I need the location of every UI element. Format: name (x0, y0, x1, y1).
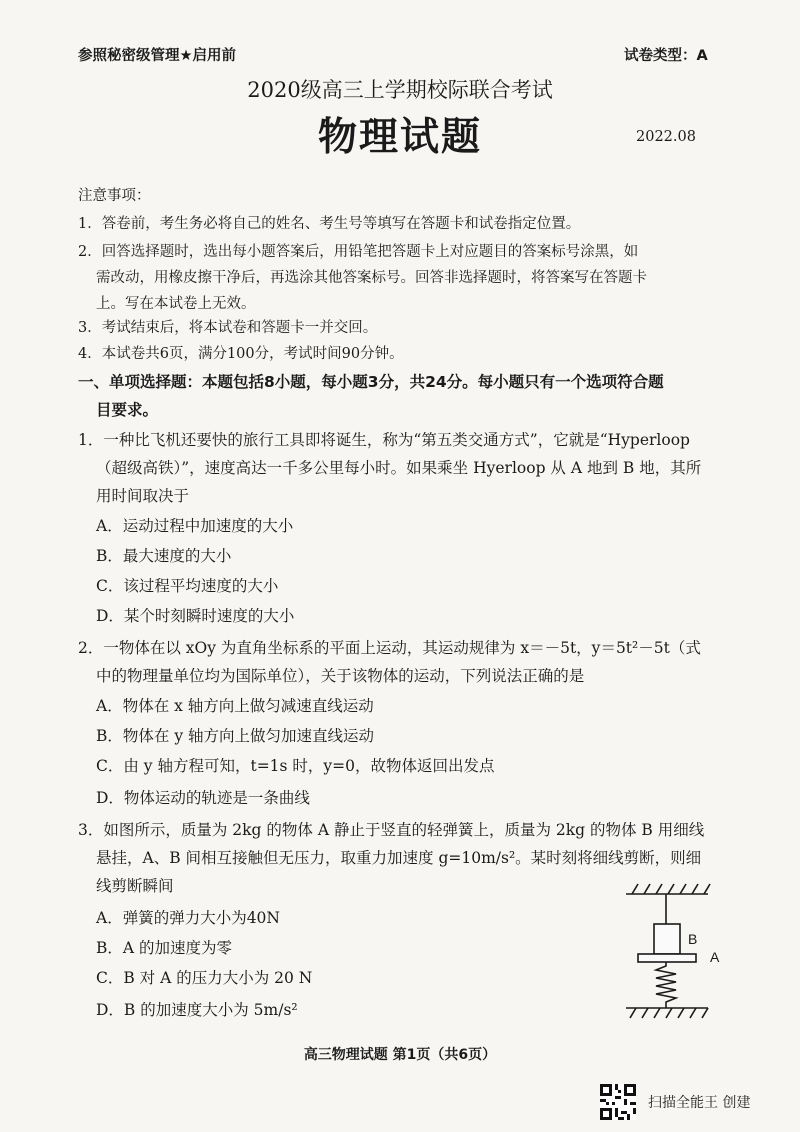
q1-option-d: D．某个时刻瞬时速度的大小 (96, 607, 295, 625)
section-heading-cont: 目要求。 (96, 401, 159, 419)
plate-a (638, 954, 696, 962)
notes-line: 上。写在本试卷上无效。 (96, 296, 256, 312)
ceiling-support (626, 884, 710, 894)
notes-line: 需改动，用橡皮擦干净后，再选涂其他答案标号。回答非选择题时，将答案写在答题卡 (96, 270, 647, 286)
confidentiality-note: 参照秘密级管理★启用前 (78, 48, 236, 64)
question-3-text: 线剪断瞬间 (96, 877, 174, 895)
q2-option-a: A．物体在 x 轴方向上做匀减速直线运动 (96, 697, 374, 715)
block-b (654, 924, 680, 954)
q3-option-b: B．A 的加速度为零 (96, 939, 233, 957)
paper-type: 试卷类型：A (624, 48, 708, 64)
question-1-text: 用时间取决于 (96, 487, 190, 505)
qr-code-icon (600, 1084, 636, 1120)
spring-block-figure (604, 878, 744, 1028)
section-heading: 一、单项选择题：本题包括8小题，每小题3分，共24分。每小题只有一个选项符合题 (78, 373, 664, 391)
question-3-text: 悬挂，A、B 间相互接触但无压力，取重力加速度 g=10m/s²。某时刻将细线剪断，则细 (96, 849, 702, 867)
q3-option-d: D．B 的加速度大小为 5m/s² (96, 1001, 298, 1019)
q1-option-a: A．运动过程中加速度的大小 (96, 517, 294, 535)
question-2-text: 中的物理量单位均为国际单位），关于该物体的运动，下列说法正确的是 (96, 667, 585, 685)
q2-option-b: B．物体在 y 轴方向上做匀加速直线运动 (96, 727, 375, 745)
q2-option-d: D．物体运动的轨迹是一条曲线 (96, 789, 310, 807)
q1-option-b: B．最大速度的大小 (96, 547, 232, 565)
label-b: B (688, 931, 698, 947)
notes-line: 1．答卷前，考生务必将自己的姓名、考生号等填写在答题卡和试卷指定位置。 (78, 216, 581, 232)
notes-line: 4．本试卷共6页，满分100分，考试时间90分钟。 (78, 346, 404, 362)
question-1-text: （超级高铁）”，速度高达一千多公里每小时。如果乘坐 Hyerloop 从 A 地到 B 地，其所 (96, 459, 702, 477)
exam-title: 2020级高三上学期校际联合考试 (247, 78, 553, 102)
q3-option-c: C．B 对 A 的压力大小为 20 N (96, 969, 313, 987)
notes-title: 注意事项： (78, 188, 151, 204)
question-2-text: 2．一物体在以 xOy 为直角坐标系的平面上运动，其运动规律为 x＝－5t，y＝5t²－5t（式 (78, 639, 701, 657)
q2-option-c: C．由 y 轴方程可知，t=1s 时，y=0，故物体返回出发点 (96, 757, 495, 775)
q1-option-c: C．该过程平均速度的大小 (96, 577, 279, 595)
question-1-text: 1．一种比飞机还要快的旅行工具即将诞生，称为“第五类交通方式”，它就是“Hyperloop (78, 431, 690, 449)
spring (656, 962, 676, 1008)
question-3-text: 3．如图所示，质量为 2kg 的物体 A 静止于竖直的轻弹簧上，质量为 2kg 的物体 B 用细线 (78, 821, 705, 839)
exam-date: 2022.08 (636, 129, 696, 145)
notes-line: 3．考试结束后，将本试卷和答题卡一并交回。 (78, 320, 378, 336)
scanner-watermark: 扫描全能王 创建 (648, 1095, 751, 1111)
subject-title: 物理试题 (317, 114, 482, 160)
page-footer: 高三物理试题 第1页（共6页） (303, 1047, 497, 1063)
q3-option-a: A．弹簧的弹力大小为40N (96, 909, 280, 927)
notes-line: 2．回答选择题时，选出每小题答案后，用铅笔把答题卡上对应题目的答案标号涂黑，如 (78, 244, 639, 260)
ground-support (626, 1008, 708, 1018)
label-a: A (710, 949, 720, 965)
